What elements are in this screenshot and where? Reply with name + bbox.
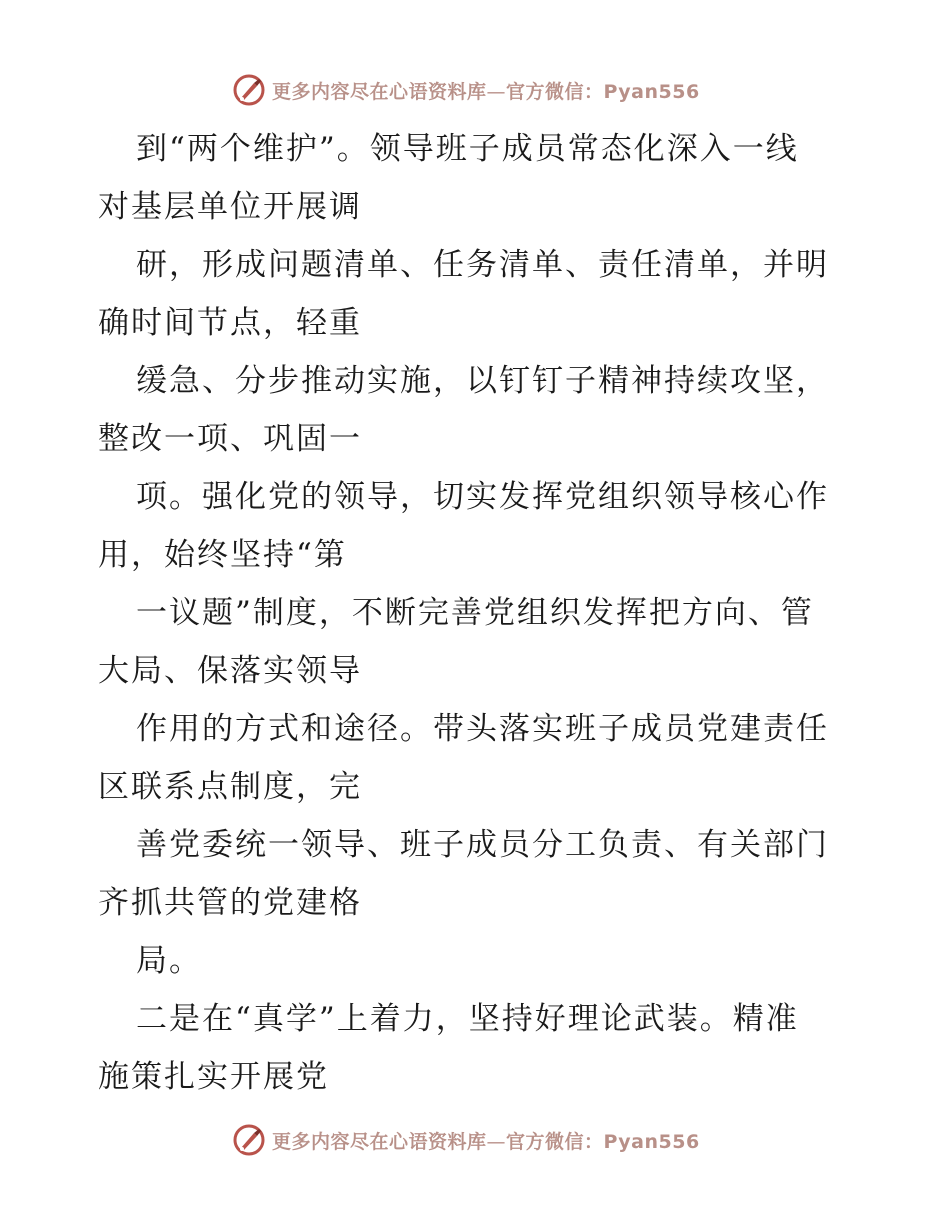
banner-text <box>272 1127 700 1154</box>
body-line-2: 对基层单位开展调 <box>98 189 362 225</box>
body-line-3: 研，形成问题清单、任务清单、责任清单，并明 <box>136 247 829 283</box>
banner-text-main: 更多内容尽在心语资料库 <box>272 80 487 103</box>
banner-separator: — <box>486 1130 507 1153</box>
body-line-9: 一议题”制度，不断完善党组织发挥把方向、管 <box>136 595 814 631</box>
body-line-16: 二是在“真学”上着力，坚持好理论武装。精准 <box>136 1001 799 1037</box>
banner-text-tail: 官方微信：Pyan556 <box>506 80 700 103</box>
body-line-4: 确时间节点，轻重 <box>98 305 362 341</box>
body-line-8: 用，始终坚持“第 <box>98 537 347 573</box>
document-body <box>98 120 858 1106</box>
banner-separator: — <box>486 80 507 103</box>
body-line-17: 施策扎实开展党 <box>98 1059 329 1095</box>
body-line-5: 缓急、分步推动实施，以钉钉子精神持续攻坚， <box>136 363 829 399</box>
body-line-6: 整改一项、巩固一 <box>98 421 362 457</box>
pen-logo-icon <box>232 1123 266 1157</box>
body-line-1: 到“两个维护”。领导班子成员常态化深入一线 <box>136 131 799 167</box>
banner-text-tail: 官方微信：Pyan556 <box>506 1130 700 1153</box>
body-line-12: 区联系点制度，完 <box>98 769 362 805</box>
body-line-11: 作用的方式和途径。带头落实班子成员党建责任 <box>136 711 829 747</box>
body-line-7: 项。强化党的领导，切实发挥党组织领导核心作 <box>136 479 829 515</box>
footer-banner <box>232 1122 700 1158</box>
body-line-14: 齐抓共管的党建格 <box>98 885 362 921</box>
body-line-13: 善党委统一领导、班子成员分工负责、有关部门 <box>136 827 829 863</box>
body-line-15: 局。 <box>136 943 202 979</box>
banner-text <box>272 77 700 104</box>
body-line-10: 大局、保落实领导 <box>98 653 362 689</box>
header-banner <box>232 72 700 108</box>
banner-text-main: 更多内容尽在心语资料库 <box>272 1130 487 1153</box>
pen-logo-icon <box>232 73 266 107</box>
